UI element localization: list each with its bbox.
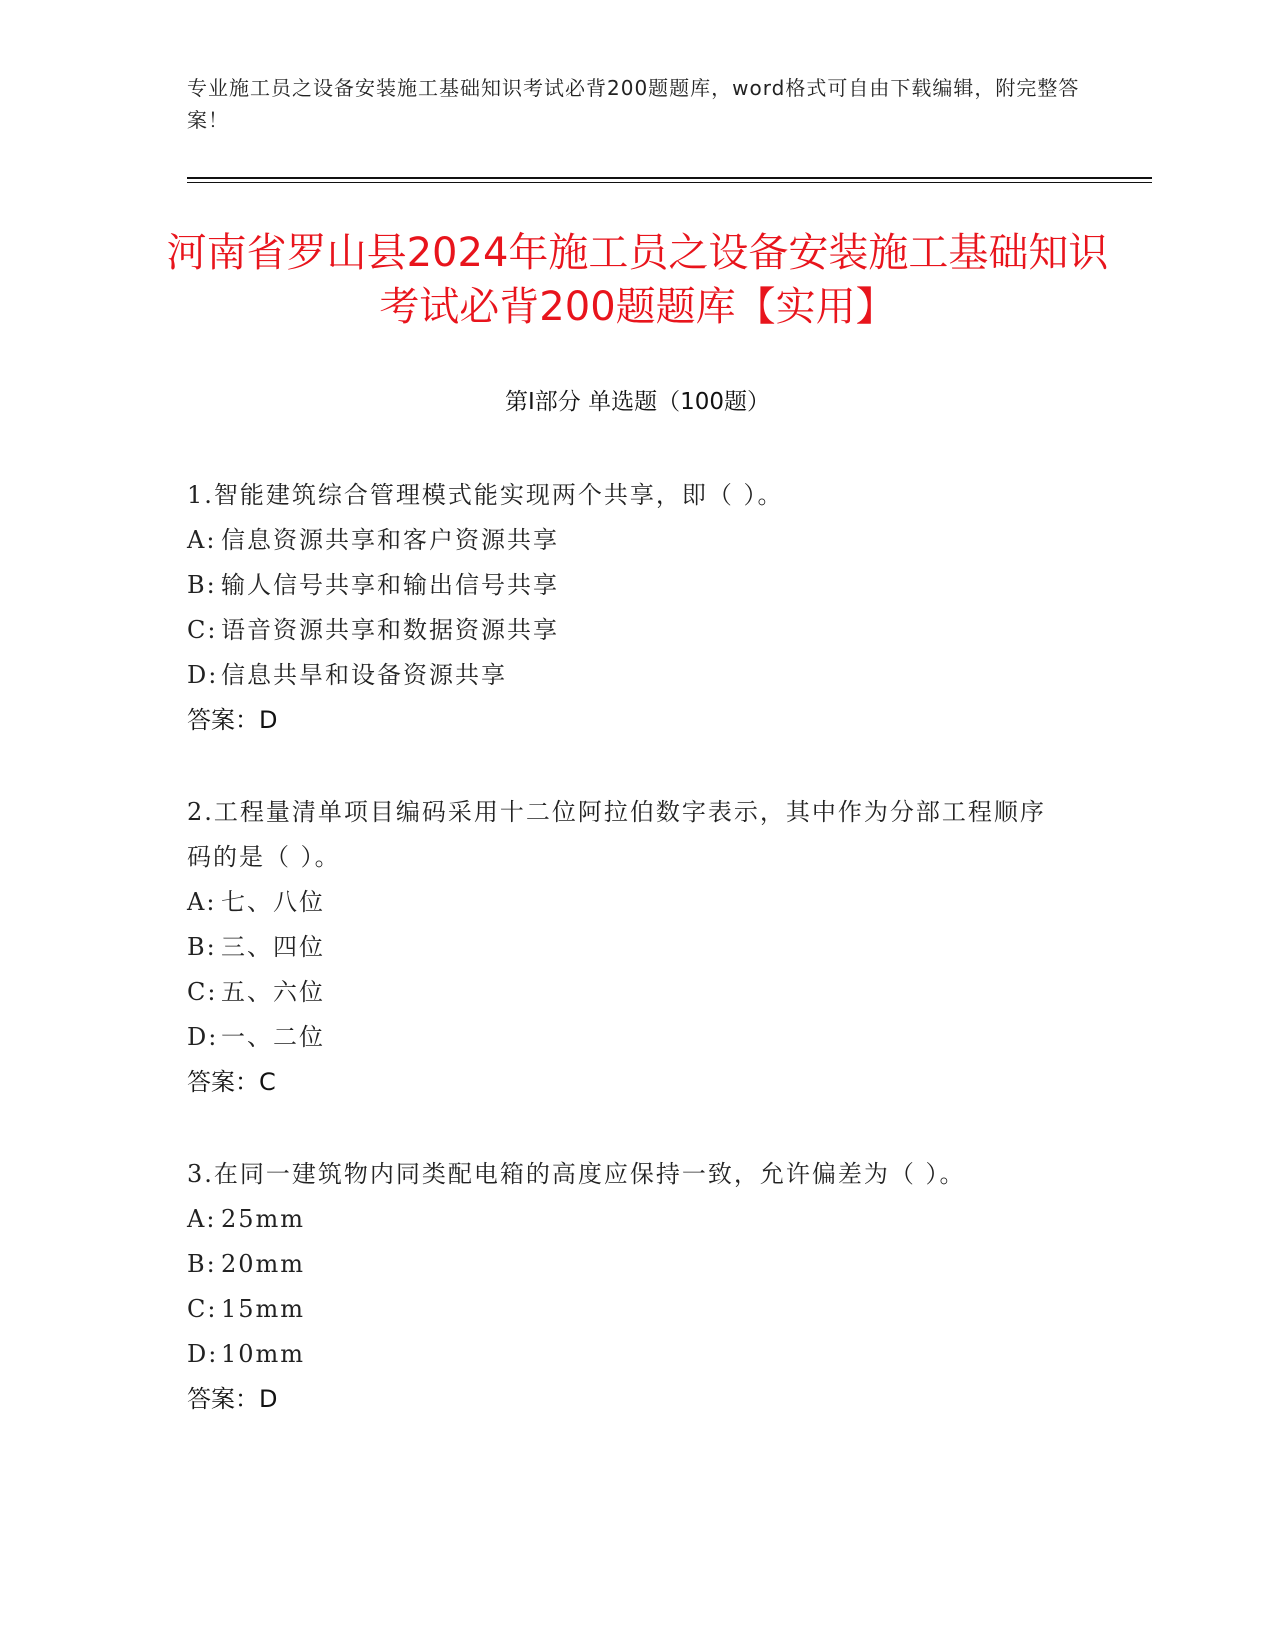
- answer-prefix: 答案：: [187, 1068, 259, 1096]
- option-letter: C:: [187, 978, 218, 1006]
- option-text: 25mm: [221, 1205, 306, 1233]
- option-text: 五、六位: [221, 978, 325, 1006]
- option-text: 七、八位: [221, 888, 325, 916]
- option-text: 信息资源共享和客户资源共享: [221, 526, 559, 554]
- question-3: [187, 1152, 1067, 1422]
- option-c: [187, 970, 1067, 1015]
- answer-line: [187, 1377, 1067, 1422]
- header-note: 专业施工员之设备安装施工基础知识考试必背200题题库，word格式可自由下载编辑，附完整答案！: [187, 76, 1080, 132]
- answer-value: D: [259, 1385, 278, 1413]
- option-letter: A:: [187, 1205, 217, 1233]
- option-letter: C:: [187, 1295, 218, 1323]
- option-c: [187, 608, 1067, 653]
- option-b: [187, 1242, 1067, 1287]
- question-list: [187, 473, 1067, 1469]
- option-text: 10mm: [221, 1340, 306, 1368]
- option-text: 信息共旱和设备资源共享: [221, 661, 507, 689]
- answer-value: D: [259, 706, 278, 734]
- option-d: [187, 1015, 1067, 1060]
- option-text: 一、二位: [221, 1023, 325, 1051]
- document-title: 河南省罗山县2024年施工员之设备安装施工基础知识考试必背200题题库【实用】: [166, 230, 1109, 330]
- answer-line: [187, 698, 1067, 743]
- option-text: 语音资源共享和数据资源共享: [221, 616, 559, 644]
- question-stem: 2.工程量清单项目编码采用十二位阿拉伯数字表示，其中作为分部工程顺序码的是（ ）。: [187, 798, 1046, 871]
- question-stem: 3.在同一建筑物内同类配电箱的高度应保持一致，允许偏差为（ ）。: [187, 1160, 966, 1188]
- question-2: [187, 790, 1067, 1105]
- option-letter: A:: [187, 888, 217, 916]
- answer-line: [187, 1060, 1067, 1105]
- section-title: 第I部分 单选题（100题）: [505, 389, 770, 415]
- option-letter: D:: [187, 661, 219, 689]
- option-a: [187, 518, 1067, 563]
- option-letter: C:: [187, 616, 218, 644]
- answer-prefix: 答案：: [187, 1385, 259, 1413]
- option-a: [187, 880, 1067, 925]
- header-rule-thin: [187, 182, 1152, 183]
- option-d: [187, 1332, 1067, 1377]
- option-d: [187, 653, 1067, 698]
- option-a: [187, 1197, 1067, 1242]
- question-1: [187, 473, 1067, 743]
- answer-value: C: [259, 1068, 276, 1096]
- option-letter: A:: [187, 526, 217, 554]
- option-text: 输人信号共享和输出信号共享: [221, 571, 559, 599]
- answer-prefix: 答案：: [187, 706, 259, 734]
- option-text: 20mm: [221, 1250, 306, 1278]
- option-c: [187, 1287, 1067, 1332]
- header-rule-thick: [187, 177, 1152, 179]
- option-text: 三、四位: [221, 933, 325, 961]
- option-text: 15mm: [221, 1295, 306, 1323]
- option-letter: B:: [187, 571, 217, 599]
- option-letter: D:: [187, 1023, 219, 1051]
- option-letter: B:: [187, 1250, 217, 1278]
- option-b: [187, 925, 1067, 970]
- option-b: [187, 563, 1067, 608]
- question-stem: 1.智能建筑综合管理模式能实现两个共享，即（ ）。: [187, 481, 784, 509]
- option-letter: D:: [187, 1340, 219, 1368]
- option-letter: B:: [187, 933, 217, 961]
